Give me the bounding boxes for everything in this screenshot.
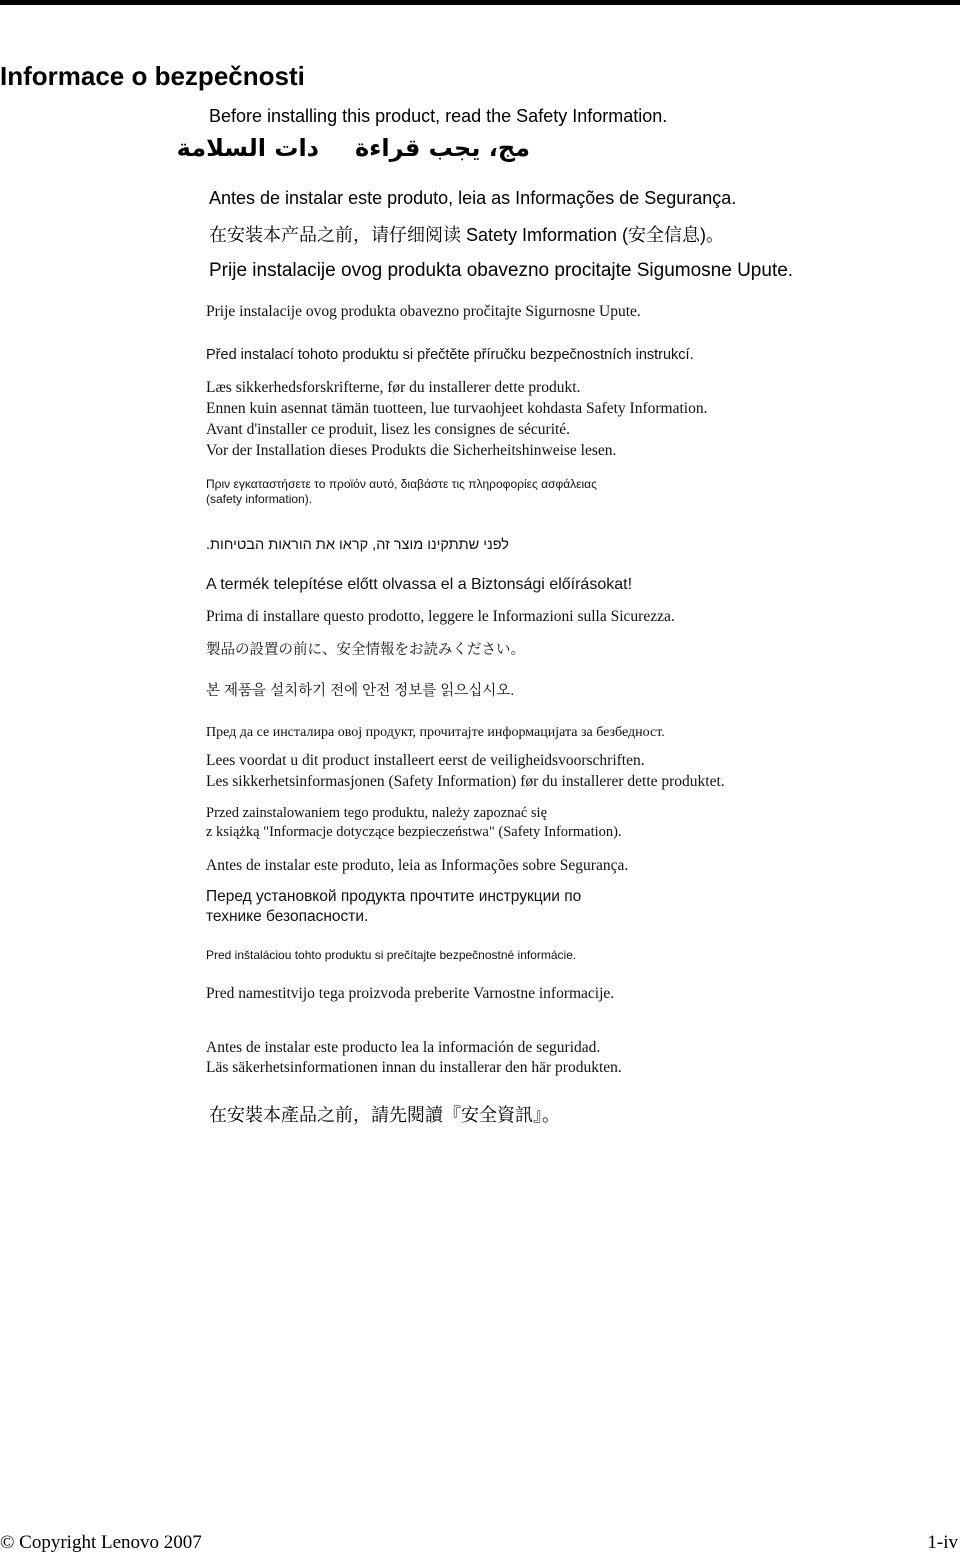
translation-italian: Prima di installare questo prodotto, leggere le Informazioni sulla Sicurezza. (206, 608, 675, 625)
translation-chinese-traditional: 在安裝本產品之前，請先閱讀『安全資訊』。 (209, 1105, 560, 1125)
translation-portuguese: Antes de instalar este produto, leia as Informações sobre Segurança. (206, 857, 629, 874)
translation-german: Vor der Installation dieses Produkts die Sicherheitshinweise lesen. (206, 442, 617, 459)
translation-slovak: Pred inštaláciou tohto produktu si prečítajte bezpečnostné informácie. (206, 948, 577, 962)
footer-copyright: © Copyright Lenovo 2007 (0, 1532, 202, 1553)
translation-russian-line2: технике безопасности. (206, 908, 369, 925)
translation-korean: 본 제품을 설치하기 전에 안전 정보를 읽으십시오. (206, 683, 515, 699)
translation-russian-line1: Перед установкой продукта прочтите инструкции по (206, 888, 582, 905)
translation-finnish: Ennen kuin asennat tämän tuotteen, lue turvaohjeet kohdasta Safety Information. (206, 400, 708, 417)
translation-japanese: 製品の設置の前に、安全情報をお読みください。 (206, 642, 525, 658)
intro-arabic (176, 134, 530, 172)
intro-english: Before installing this product, read the Safety Information. (209, 106, 668, 126)
translation-dutch: Lees voordat u dit product installeert eerst de veiligheidsvoorschriften. (206, 752, 645, 769)
intro-portuguese: Antes de instalar este produto, leia as Informações de Segurança. (209, 188, 737, 208)
translation-greek-line1: Πριν εγκαταστήσετε το προϊόν αυτό, διαβάστε τις πληροφορίες ασφάλειας (206, 477, 597, 491)
arabic-part-1: مج، يجب قراءة (354, 134, 530, 162)
translation-polish-line1: Przed zainstalowaniem tego produktu, należy zapoznać się (206, 805, 548, 821)
intro-croatian: Prije instalacije ovog produkta obavezno procitajte Sigumosne Upute. (209, 260, 794, 281)
translation-norwegian: Les sikkerhetsinformasjonen (Safety Information) før du installerer dette produktet. (206, 773, 725, 790)
translation-spanish: Antes de instalar este producto lea la información de seguridad. (206, 1039, 601, 1056)
top-rule (0, 0, 960, 5)
translation-hebrew: לפני שתתקינו מוצר זה, קראו את הוראות הבטיחות. (206, 537, 509, 553)
translation-czech: Před instalací tohoto produktu si přečtěte příručku bezpečnostních instrukcí. (206, 347, 694, 363)
translation-french: Avant d'installer ce produit, lisez les consignes de sécurité. (206, 421, 571, 438)
footer-page-number: 1-iv (927, 1532, 958, 1553)
translation-polish-line2: z książką "Informacje dotyczące bezpieczeństwa" (Safety Information). (206, 824, 622, 840)
translation-slovenian: Pred namestitvijo tega proizvoda preberite Varnostne informacije. (206, 985, 615, 1002)
page-title: Informace o bezpečnosti (0, 61, 305, 91)
translation-greek-line2: (safety information). (206, 492, 313, 506)
arabic-part-2: دات السلامة (176, 134, 319, 162)
intro-chinese-simplified: 在安装本产品之前，请仔细阅读 Satety Imformation (安全信息)。 (209, 225, 725, 245)
translation-hungarian: A termék telepítése előtt olvassa el a Biztonsági előírásokat! (206, 576, 633, 593)
translation-danish: Læs sikkerhedsforskrifterne, før du installerer dette produkt. (206, 379, 581, 396)
translation-macedonian: Пред да се инсталира овој продукт, прочитајте информацијата за безбедност. (206, 725, 665, 740)
translation-croatian: Prije instalacije ovog produkta obavezno pročitajte Sigurnosne Upute. (206, 303, 641, 320)
translation-swedish: Läs säkerhetsinformationen innan du installerar den här produkten. (206, 1059, 622, 1076)
